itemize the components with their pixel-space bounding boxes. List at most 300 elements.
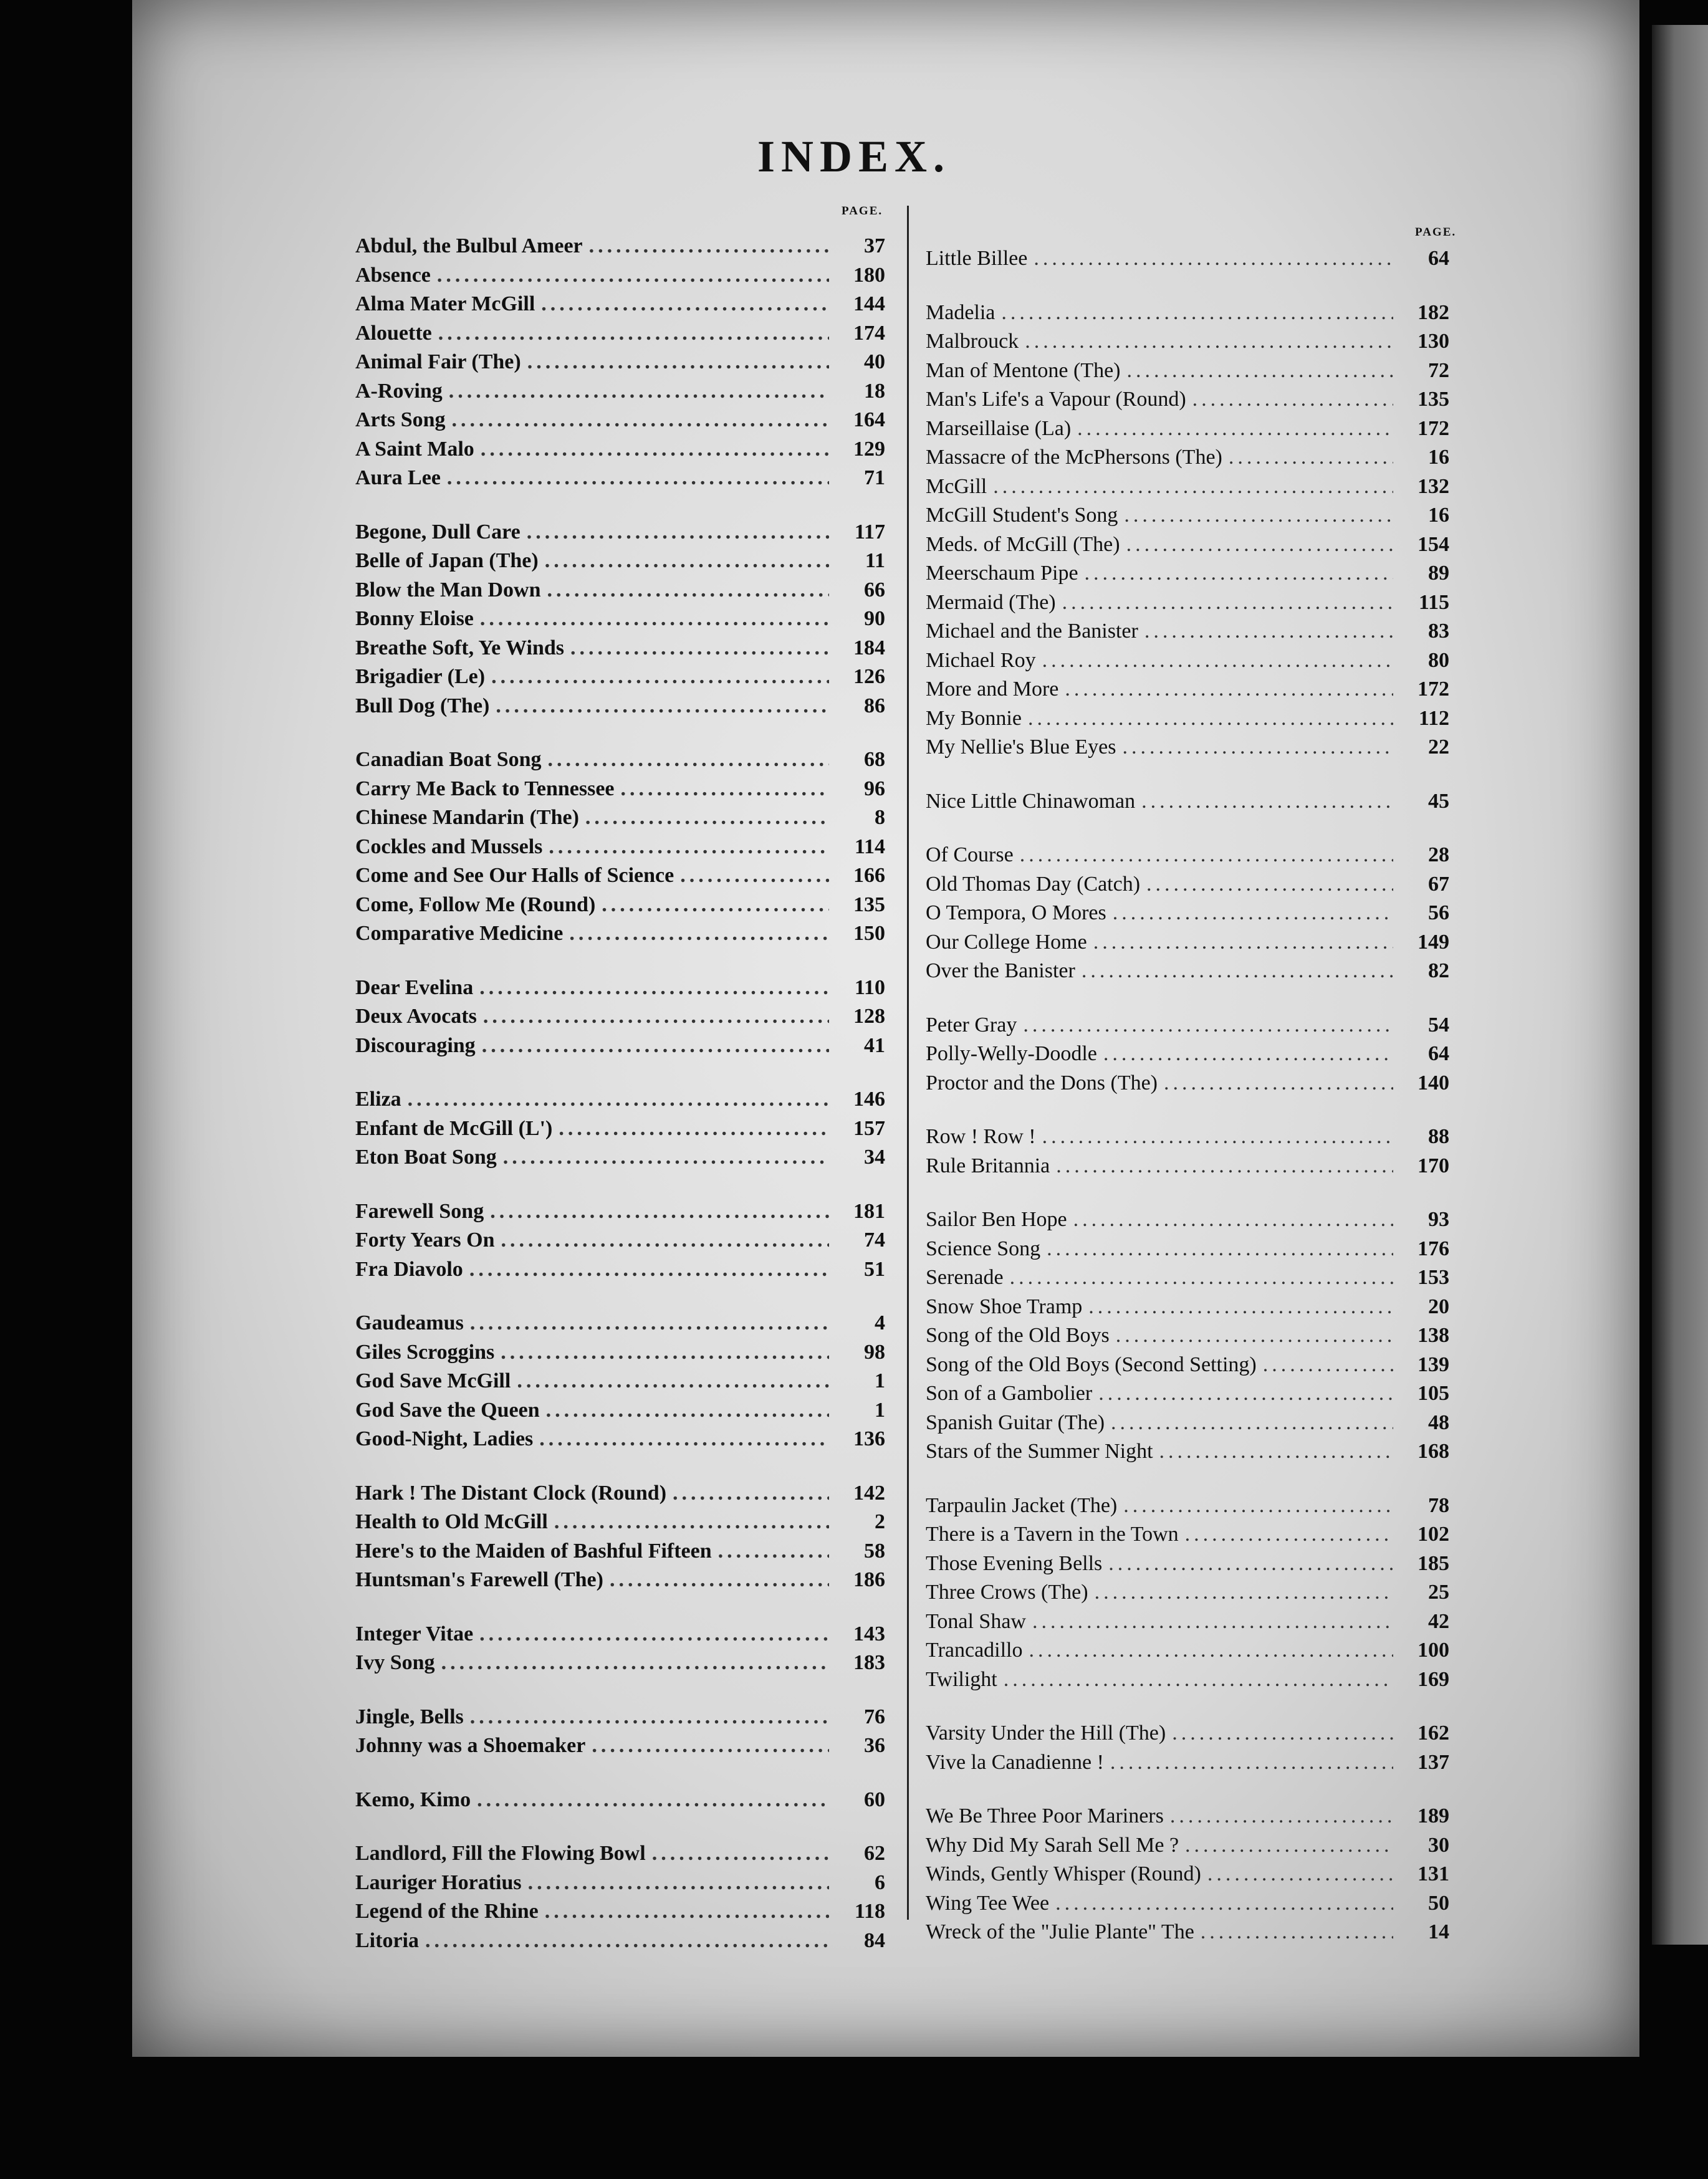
entry-page-number: 184 (853, 636, 885, 659)
entry-page-number: 84 (864, 1928, 885, 1952)
entry-page-number: 36 (864, 1734, 885, 1757)
entry-title: Brigadier (Le) (355, 665, 486, 688)
dot-leader (1001, 299, 1393, 328)
entry-page-number: 144 (853, 292, 885, 315)
entry-title: Dear Evelina (355, 975, 474, 999)
entry-page-number: 135 (1418, 388, 1449, 411)
entry-title: Tarpaulin Jacket (The) (926, 1493, 1118, 1517)
entry-page-number: 183 (853, 1651, 885, 1674)
index-entry (355, 435, 885, 464)
index-entry (926, 899, 1449, 928)
entry-page-number: 66 (864, 578, 885, 601)
entry-title: Giles Scroggins (355, 1340, 495, 1364)
entry-page-number: 4 (875, 1311, 885, 1334)
index-entry (926, 1831, 1449, 1861)
index-entry (926, 588, 1449, 618)
entry-title: Wing Tee Wee (926, 1891, 1050, 1915)
index-entry (355, 348, 885, 377)
entry-title: Chinese Mandarin (The) (355, 806, 579, 829)
dot-leader (449, 377, 829, 406)
entry-title: Here's to the Maiden of Bashful Fifteen (355, 1539, 712, 1563)
dot-leader (452, 406, 829, 435)
entry-page-number: 102 (1418, 1523, 1449, 1546)
entry-title: My Bonnie (926, 706, 1022, 730)
entry-page-number: 80 (1428, 648, 1449, 672)
entry-page-number: 128 (853, 1005, 885, 1028)
dot-leader (1032, 1607, 1393, 1637)
entry-page-number: 74 (864, 1228, 885, 1252)
entry-page-number: 189 (1418, 1804, 1449, 1827)
entry-title: Rule Britannia (926, 1154, 1050, 1177)
dot-leader (477, 1786, 829, 1815)
entry-title: McGill Student's Song (926, 504, 1118, 527)
dot-leader (1110, 1748, 1393, 1778)
entry-page-number: 131 (1418, 1862, 1449, 1885)
index-column-right (926, 244, 1449, 1972)
entry-title: Breathe Soft, Ye Winds (355, 636, 565, 659)
index-entry (926, 787, 1449, 817)
dot-leader (1042, 646, 1393, 676)
index-entry (926, 1665, 1449, 1695)
entry-title: Row ! Row ! (926, 1125, 1036, 1148)
entry-page-number: 1 (875, 1369, 885, 1392)
entry-title: Landlord, Fill the Flowing Bowl (355, 1842, 646, 1865)
entry-page-number: 150 (853, 922, 885, 945)
index-letter-group (355, 974, 885, 1061)
entry-page-number: 143 (853, 1622, 885, 1645)
index-letter-group (926, 841, 1449, 986)
entry-page-number: 164 (853, 408, 885, 431)
page-column-header-right: PAGE. (1415, 226, 1457, 239)
dot-leader (1122, 733, 1393, 762)
index-entry (355, 1839, 885, 1869)
index-letter-group (355, 1197, 885, 1285)
index-entry (355, 1566, 885, 1595)
entry-title: Come, Follow Me (Round) (355, 893, 596, 916)
index-entry (355, 319, 885, 348)
dot-leader (490, 1197, 829, 1227)
dot-leader (437, 261, 829, 290)
index-entry (926, 957, 1449, 986)
index-entry (355, 803, 885, 833)
entry-title: Winds, Gently Whisper (Round) (926, 1862, 1201, 1885)
index-entry (926, 1578, 1449, 1607)
dot-leader (547, 576, 829, 605)
entry-page-number: 30 (1428, 1833, 1449, 1857)
entry-title: Blow the Man Down (355, 578, 541, 601)
entry-title: Meerschaum Pipe (926, 562, 1078, 585)
entry-page-number: 6 (875, 1870, 885, 1894)
dot-leader (1192, 385, 1393, 414)
index-entry (355, 1309, 885, 1338)
entry-title: God Save the Queen (355, 1398, 540, 1422)
entry-title: Comparative Medicine (355, 922, 564, 945)
dot-leader (1263, 1351, 1393, 1380)
dot-leader (1010, 1263, 1393, 1293)
dot-leader (610, 1566, 829, 1595)
entry-title: Huntsman's Farewell (The) (355, 1568, 603, 1591)
entry-title: Arts Song (355, 408, 446, 431)
index-letter-group (355, 1479, 885, 1595)
entry-title: Eton Boat Song (355, 1146, 497, 1169)
dot-leader (1085, 559, 1393, 588)
dot-leader (1124, 501, 1393, 530)
dot-leader (554, 1508, 829, 1537)
entry-page-number: 153 (1418, 1266, 1449, 1289)
dot-leader (621, 775, 829, 804)
dot-leader (1062, 588, 1393, 618)
entry-page-number: 68 (864, 748, 885, 771)
entry-page-number: 136 (853, 1427, 885, 1450)
entry-title: Michael and the Banister (926, 620, 1138, 643)
dot-leader (1108, 1549, 1393, 1579)
dot-leader (479, 974, 829, 1003)
entry-title: Peter Gray (926, 1013, 1017, 1037)
dot-leader (1088, 1293, 1393, 1322)
entry-title: Gaudeamus (355, 1311, 464, 1334)
entry-title: Good-Night, Ladies (355, 1427, 534, 1450)
entry-page-number: 90 (864, 607, 885, 630)
index-entry (926, 530, 1449, 560)
entry-title: Why Did My Sarah Sell Me ? (926, 1833, 1179, 1857)
dot-leader (1144, 617, 1393, 646)
entry-page-number: 20 (1428, 1295, 1449, 1318)
index-entry (926, 501, 1449, 530)
entry-title: Trancadillo (926, 1639, 1023, 1662)
index-entry (926, 1409, 1449, 1438)
index-entry (926, 1069, 1449, 1098)
index-letter-group (355, 518, 885, 721)
entry-page-number: 11 (865, 549, 885, 572)
dot-leader (1159, 1437, 1393, 1467)
index-entry (355, 1002, 885, 1032)
entry-title: Of Course (926, 843, 1014, 866)
entry-page-number: 64 (1428, 1042, 1449, 1065)
dot-leader (470, 1703, 829, 1732)
dot-leader (470, 1309, 829, 1338)
dot-leader (441, 1649, 829, 1678)
entry-title: Abdul, the Bulbul Ameer (355, 234, 583, 257)
entry-page-number: 25 (1428, 1581, 1449, 1604)
dot-leader (1047, 1235, 1393, 1264)
index-entry (926, 870, 1449, 899)
dot-leader (425, 1927, 829, 1956)
index-entry (355, 1620, 885, 1649)
dot-leader (1103, 1040, 1393, 1069)
entry-title: Lauriger Horatius (355, 1870, 522, 1894)
index-entry (355, 290, 885, 319)
entry-title: Begone, Dull Care (355, 520, 521, 544)
index-entry (355, 1508, 885, 1537)
entry-title: Alma Mater McGill (355, 292, 535, 315)
dot-leader (480, 605, 829, 634)
entry-title: Madelia (926, 300, 996, 324)
index-entry (926, 1351, 1449, 1380)
dot-leader (993, 472, 1393, 502)
entry-title: Canadian Boat Song (355, 748, 542, 771)
dot-leader (546, 1396, 829, 1425)
entry-title: Snow Shoe Tramp (926, 1295, 1083, 1318)
entry-page-number: 42 (1428, 1609, 1449, 1633)
entry-title: Those Evening Bells (926, 1551, 1103, 1575)
entry-title: More and More (926, 678, 1059, 701)
entry-title: Aura Lee (355, 466, 441, 489)
entry-title: God Save McGill (355, 1369, 511, 1392)
entry-page-number: 16 (1428, 504, 1449, 527)
entry-page-number: 166 (853, 864, 885, 887)
entry-title: Kemo, Kimo (355, 1788, 471, 1811)
entry-title: Belle of Japan (The) (355, 549, 539, 572)
entry-title: Health to Old McGill (355, 1510, 548, 1533)
dot-leader (1098, 1379, 1393, 1409)
index-entry (355, 692, 885, 721)
index-entry (355, 605, 885, 634)
dot-leader (1093, 928, 1393, 957)
dot-leader (652, 1839, 829, 1869)
index-letter-group (355, 1309, 885, 1454)
dot-leader (1077, 414, 1393, 444)
dot-leader (569, 919, 829, 949)
dot-leader (673, 1479, 829, 1508)
index-entry (926, 443, 1449, 472)
entry-page-number: 117 (854, 520, 885, 544)
dot-leader (1123, 1492, 1393, 1521)
entry-title: Man of Mentone (The) (926, 358, 1121, 382)
entry-title: Spanish Guitar (The) (926, 1410, 1105, 1434)
index-entry (355, 634, 885, 663)
index-letter-group (355, 1085, 885, 1172)
dot-leader (528, 1869, 829, 1898)
entry-title: Over the Banister (926, 959, 1075, 982)
index-letter-group (926, 1123, 1449, 1180)
dot-leader (479, 1620, 829, 1649)
entry-page-number: 82 (1428, 959, 1449, 982)
entry-page-number: 2 (875, 1510, 885, 1533)
index-entry (355, 1649, 885, 1678)
entry-title: Johnny was a Shoemaker (355, 1734, 586, 1757)
dot-leader (680, 861, 829, 891)
entry-title: Litoria (355, 1928, 419, 1952)
dot-leader (408, 1085, 829, 1114)
page-column-header-left: PAGE. (842, 204, 883, 218)
entry-page-number: 1 (875, 1398, 885, 1422)
index-entry (926, 1549, 1449, 1579)
index-entry (926, 1205, 1449, 1235)
index-entry (355, 775, 885, 804)
index-entry (355, 518, 885, 547)
dot-leader (482, 1032, 829, 1061)
dot-leader (447, 464, 829, 493)
entry-page-number: 40 (864, 350, 885, 373)
index-entry (355, 1786, 885, 1815)
index-entry (355, 1703, 885, 1732)
entry-page-number: 169 (1418, 1667, 1449, 1691)
adjacent-page-edge (1652, 25, 1708, 1945)
index-entry (355, 261, 885, 290)
entry-page-number: 140 (1418, 1071, 1449, 1094)
entry-page-number: 83 (1428, 620, 1449, 643)
entry-title: A Saint Malo (355, 437, 474, 461)
entry-title: Alouette (355, 321, 432, 345)
dot-leader (438, 319, 829, 348)
entry-title: Our College Home (926, 930, 1087, 954)
entry-page-number: 137 (1418, 1750, 1449, 1774)
index-entry (926, 244, 1449, 274)
entry-title: Sailor Ben Hope (926, 1208, 1067, 1231)
index-entry (355, 1731, 885, 1761)
entry-title: Wreck of the "Julie Plante" The (926, 1920, 1194, 1943)
entry-title: Proctor and the Dons (The) (926, 1071, 1158, 1094)
entry-page-number: 172 (1418, 416, 1449, 440)
index-entry (926, 357, 1449, 386)
entry-title: Cockles and Mussels (355, 835, 543, 858)
entry-title: My Nellie's Blue Eyes (926, 735, 1116, 759)
entry-page-number: 130 (1418, 330, 1449, 353)
entry-page-number: 41 (864, 1033, 885, 1057)
index-entry (355, 663, 885, 692)
entry-page-number: 154 (1418, 532, 1449, 556)
entry-page-number: 98 (864, 1340, 885, 1364)
entry-page-number: 14 (1428, 1920, 1449, 1943)
index-entry (926, 385, 1449, 414)
entry-title: Carry Me Back to Tennessee (355, 777, 615, 800)
entry-title: Twilight (926, 1667, 997, 1691)
dot-leader (1126, 530, 1393, 560)
entry-title: There is a Tavern in the Town (926, 1523, 1179, 1546)
entry-page-number: 16 (1428, 446, 1449, 469)
index-entry (926, 559, 1449, 588)
index-entry (926, 414, 1449, 444)
entry-title: Absence (355, 263, 431, 287)
entry-page-number: 138 (1418, 1324, 1449, 1347)
index-letter-group (355, 1620, 885, 1678)
index-letter-group (355, 1786, 885, 1815)
entry-title: Man's Life's a Vapour (Round) (926, 388, 1186, 411)
dot-leader (1065, 675, 1393, 704)
dot-leader (592, 1731, 829, 1761)
dot-leader (1185, 1831, 1393, 1861)
entry-title: O Tempora, O Mores (926, 901, 1106, 924)
entry-title: Michael Roy (926, 648, 1036, 672)
index-letter-group (926, 1205, 1449, 1467)
entry-page-number: 118 (854, 1900, 885, 1923)
entry-title: Bull Dog (The) (355, 694, 490, 717)
entry-page-number: 96 (864, 777, 885, 800)
index-entry (355, 745, 885, 775)
dot-leader (1146, 870, 1393, 899)
entry-page-number: 37 (864, 234, 885, 257)
entry-title: Old Thomas Day (Catch) (926, 872, 1141, 896)
index-entry (926, 646, 1449, 676)
entry-page-number: 172 (1418, 678, 1449, 701)
entry-title: Massacre of the McPhersons (The) (926, 446, 1222, 469)
dot-leader (1141, 787, 1393, 817)
dot-leader (570, 634, 829, 663)
index-entry (926, 1636, 1449, 1665)
dot-leader (1073, 1205, 1393, 1235)
dot-leader (541, 290, 829, 319)
index-entry (926, 1889, 1449, 1918)
index-entry (926, 1802, 1449, 1831)
entry-page-number: 126 (853, 665, 885, 688)
index-entry (355, 1032, 885, 1061)
index-entry (926, 1607, 1449, 1637)
entry-title: Polly-Welly-Doodle (926, 1042, 1097, 1065)
index-letter-group (926, 1802, 1449, 1947)
index-entry (355, 891, 885, 920)
page-title: INDEX. (757, 132, 951, 181)
dot-leader (1201, 1918, 1393, 1947)
entry-page-number: 45 (1428, 789, 1449, 813)
index-letter-group (355, 1839, 885, 1955)
entry-page-number: 60 (864, 1788, 885, 1811)
dot-leader (491, 663, 829, 692)
dot-leader (548, 745, 829, 775)
entry-title: Serenade (926, 1266, 1004, 1289)
entry-page-number: 157 (853, 1116, 885, 1140)
index-entry (355, 1255, 885, 1285)
index-entry (926, 1040, 1449, 1069)
entry-page-number: 78 (1428, 1493, 1449, 1517)
dot-leader (545, 547, 829, 576)
entry-page-number: 168 (1418, 1440, 1449, 1463)
entry-page-number: 174 (853, 321, 885, 345)
entry-page-number: 182 (1418, 300, 1449, 324)
entry-title: Mermaid (The) (926, 590, 1056, 614)
index-entry (355, 377, 885, 406)
entry-title: Meds. of McGill (The) (926, 532, 1120, 556)
dot-leader (483, 1002, 829, 1032)
entry-page-number: 34 (864, 1146, 885, 1169)
entry-title: Eliza (355, 1088, 401, 1111)
column-divider (907, 206, 909, 1920)
entry-page-number: 86 (864, 694, 885, 717)
entry-page-number: 112 (1418, 706, 1449, 730)
entry-page-number: 88 (1428, 1125, 1449, 1148)
entry-title: Song of the Old Boys (926, 1324, 1110, 1347)
index-entry (355, 1114, 885, 1144)
entry-page-number: 93 (1428, 1208, 1449, 1231)
index-entry (355, 1897, 885, 1927)
entry-title: Forty Years On (355, 1228, 495, 1252)
entry-title: Little Billee (926, 247, 1028, 270)
index-entry (926, 1492, 1449, 1521)
entry-page-number: 129 (853, 437, 885, 461)
entry-title: Tonal Shaw (926, 1609, 1026, 1633)
dot-leader (1055, 1889, 1393, 1918)
entry-page-number: 105 (1418, 1382, 1449, 1405)
dot-leader (1025, 327, 1393, 357)
index-entry (355, 1479, 885, 1508)
entry-page-number: 18 (864, 379, 885, 403)
index-entry (355, 1338, 885, 1367)
entry-page-number: 149 (1418, 930, 1449, 954)
index-entry (355, 833, 885, 862)
entry-page-number: 139 (1418, 1353, 1449, 1376)
index-entry (926, 841, 1449, 870)
entry-page-number: 58 (864, 1539, 885, 1563)
entry-title: Jingle, Bells (355, 1705, 464, 1728)
entry-page-number: 180 (853, 263, 885, 287)
entry-page-number: 54 (1428, 1013, 1449, 1037)
entry-page-number: 181 (853, 1199, 885, 1223)
index-entry (355, 1143, 885, 1172)
dot-leader (1029, 1636, 1393, 1665)
index-letter-group (355, 745, 885, 949)
dot-leader (1207, 1860, 1393, 1889)
entry-page-number: 71 (864, 466, 885, 489)
dot-leader (549, 833, 829, 862)
